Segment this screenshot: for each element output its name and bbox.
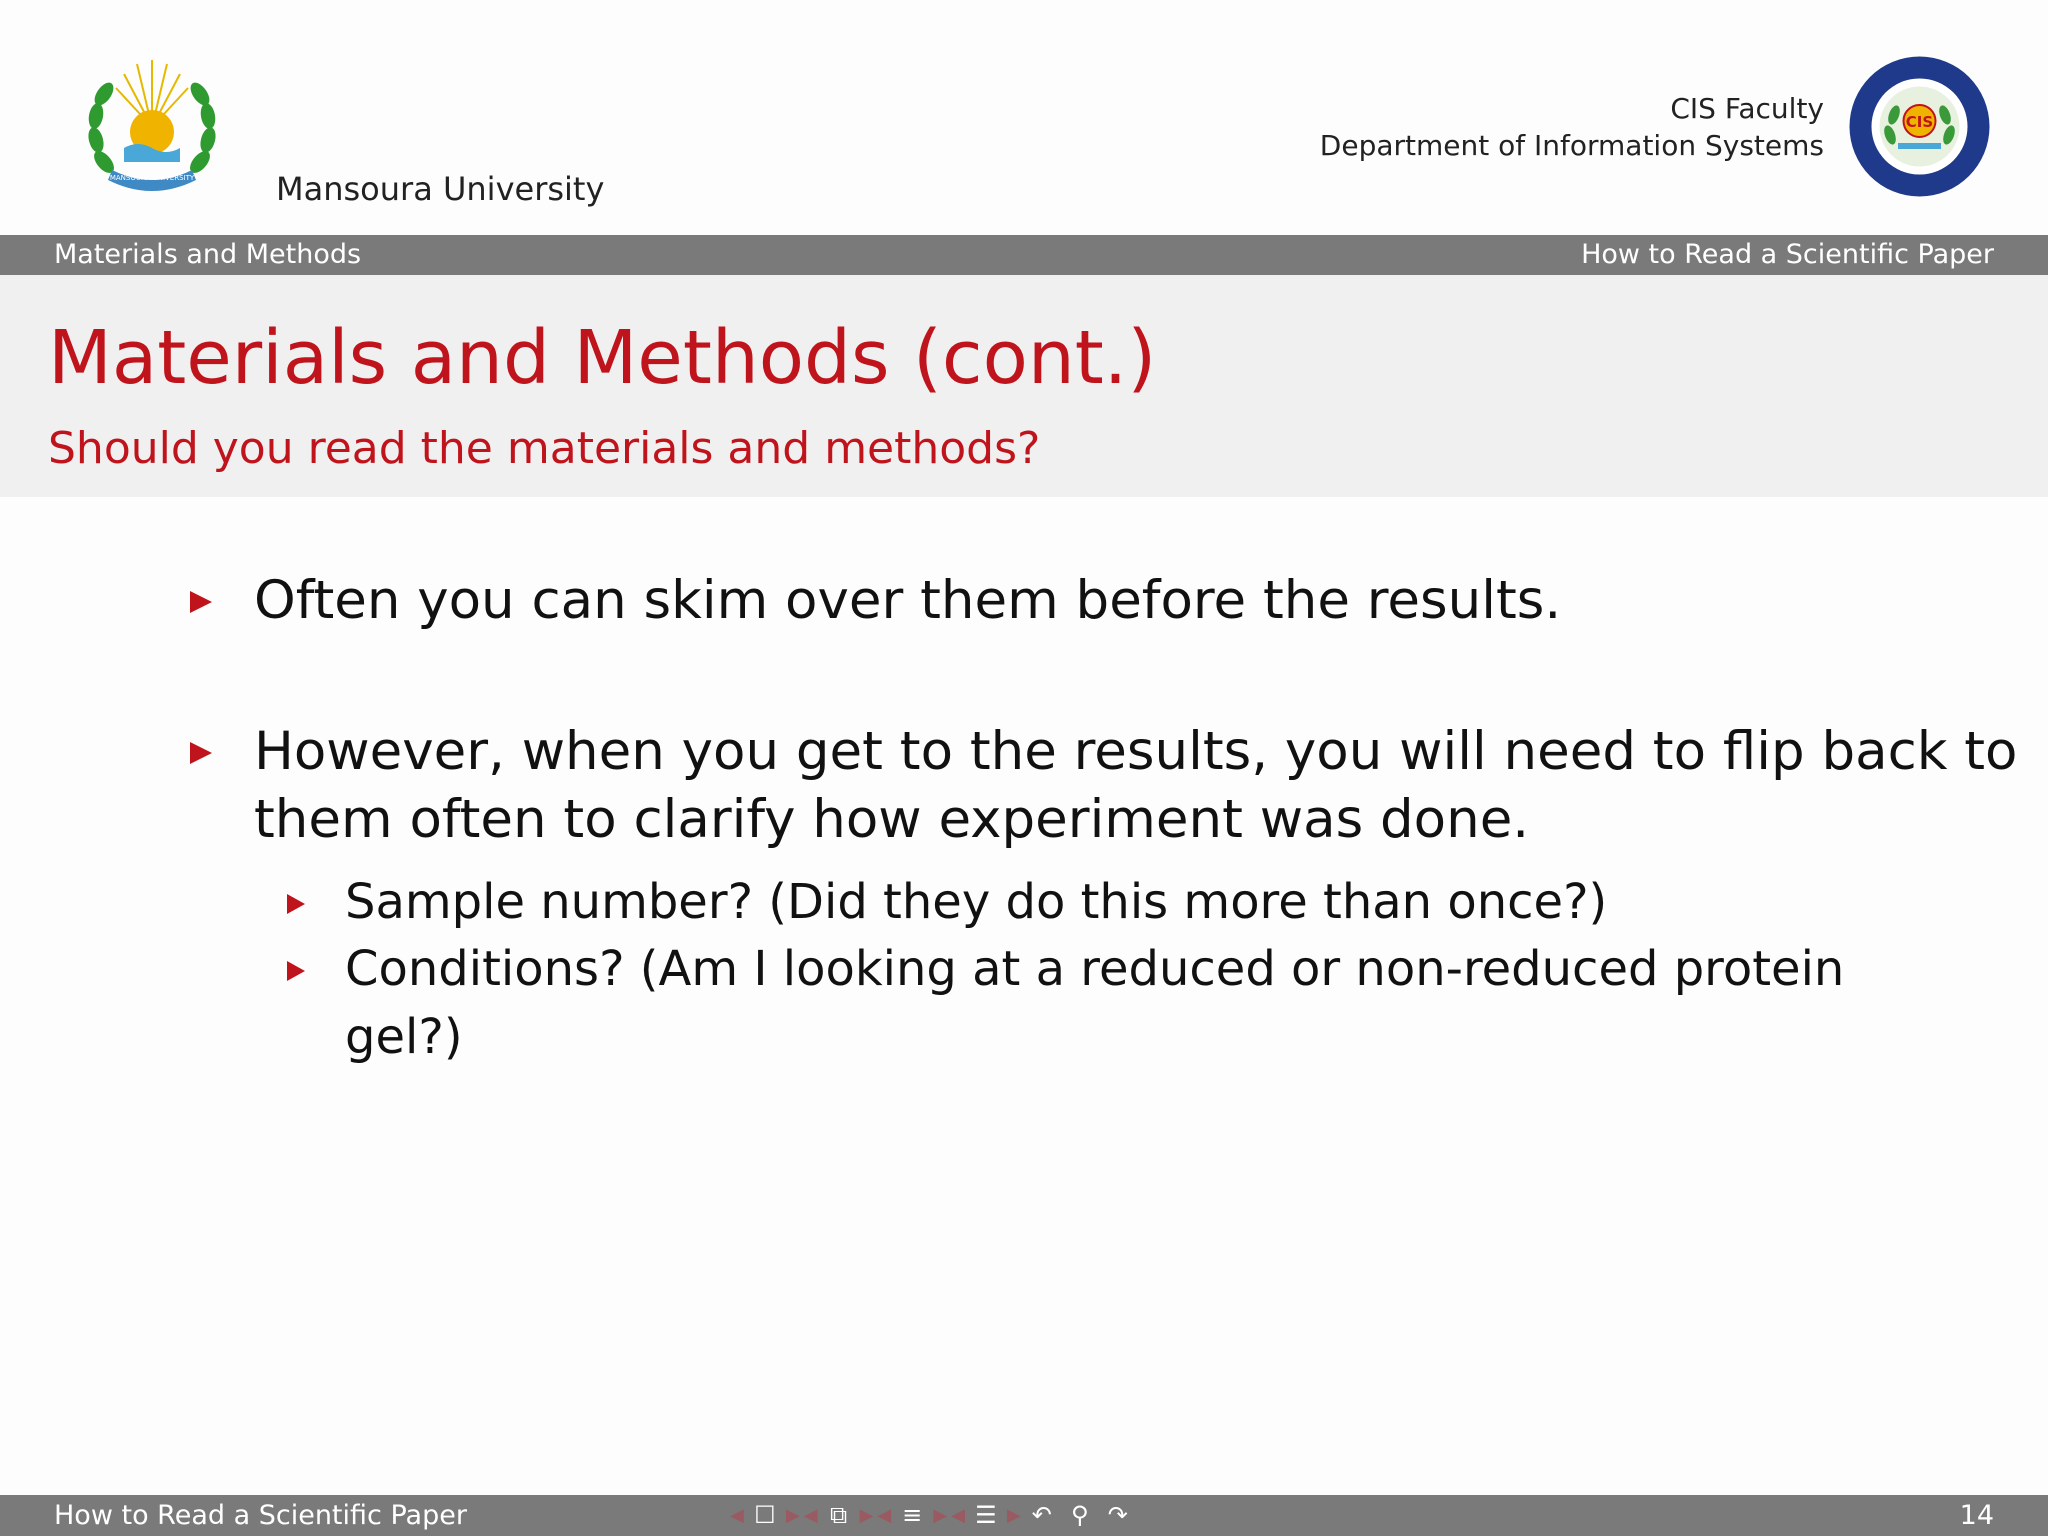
section-next-icon[interactable]: ▶ xyxy=(933,1505,948,1526)
frame-prev-icon[interactable]: ◀ xyxy=(730,1505,744,1526)
svg-text:CIS: CIS xyxy=(1905,113,1934,131)
toc-prev-icon[interactable]: ◀ xyxy=(951,1505,965,1526)
mansoura-university-logo xyxy=(82,52,222,200)
bullet-text: Often you can skim over them before the results. xyxy=(254,570,1562,631)
subbullet-text: Conditions? (Am I looking at a reduced or non-reduced protein gel?) xyxy=(345,941,1845,1065)
footer-bar xyxy=(0,1495,2048,1536)
toc-icon[interactable]: ☰ xyxy=(975,1501,997,1529)
subsection-icon[interactable]: ⧉ xyxy=(829,1501,848,1529)
section-icon[interactable]: ≡ xyxy=(902,1501,923,1529)
slide-subtitle: Should you read the materials and methods? xyxy=(48,423,1041,474)
presentation-title[interactable]: How to Read a Scientific Paper xyxy=(1581,239,1994,270)
section-prev-icon[interactable]: ◀ xyxy=(877,1505,892,1526)
frame-next-icon[interactable]: ▶ xyxy=(785,1505,800,1526)
toc-next-icon[interactable]: ▶ xyxy=(1006,1505,1021,1526)
subbullet-arrow-icon xyxy=(287,894,305,914)
subsection-next-icon[interactable]: ▶ xyxy=(859,1505,874,1526)
svg-text:MANSOURA UNIVERSITY: MANSOURA UNIVERSITY xyxy=(109,174,195,182)
slide-header xyxy=(0,0,2048,235)
frame-icon[interactable]: ☐ xyxy=(754,1501,776,1529)
subsection-prev-icon[interactable]: ◀ xyxy=(803,1505,818,1526)
faculty-name: CIS Faculty xyxy=(1670,92,1824,125)
faculty-info xyxy=(1320,90,1824,164)
bullet-arrow-icon xyxy=(190,742,212,764)
top-navigation-bar xyxy=(0,235,2048,275)
beamer-navigation xyxy=(730,1495,1135,1536)
frame-title-box xyxy=(0,275,2048,497)
page-number: 14 xyxy=(1959,1500,1994,1531)
footer-title[interactable]: How to Read a Scientific Paper xyxy=(54,1500,467,1531)
search-icon[interactable]: ⚲ xyxy=(1070,1501,1089,1529)
subbullet-arrow-icon xyxy=(287,961,305,981)
cis-faculty-logo xyxy=(1848,55,1991,198)
subbullet-text: Sample number? (Did they do this more than once?) xyxy=(345,874,1608,930)
bullet-text: However, when you get to the results, you will need to flip back to them often to clarify how experiment was done. xyxy=(254,721,2018,850)
current-section[interactable]: Materials and Methods xyxy=(54,239,362,270)
slide-content xyxy=(0,497,2048,1495)
slide-title: Materials and Methods (cont.) xyxy=(48,315,1157,401)
university-name: Mansoura University xyxy=(276,170,605,208)
bullet-arrow-icon xyxy=(190,591,212,613)
department-name: Department of Information Systems xyxy=(1319,129,1824,162)
forward-icon[interactable]: ↷ xyxy=(1107,1501,1128,1529)
back-icon[interactable]: ↶ xyxy=(1031,1501,1052,1529)
